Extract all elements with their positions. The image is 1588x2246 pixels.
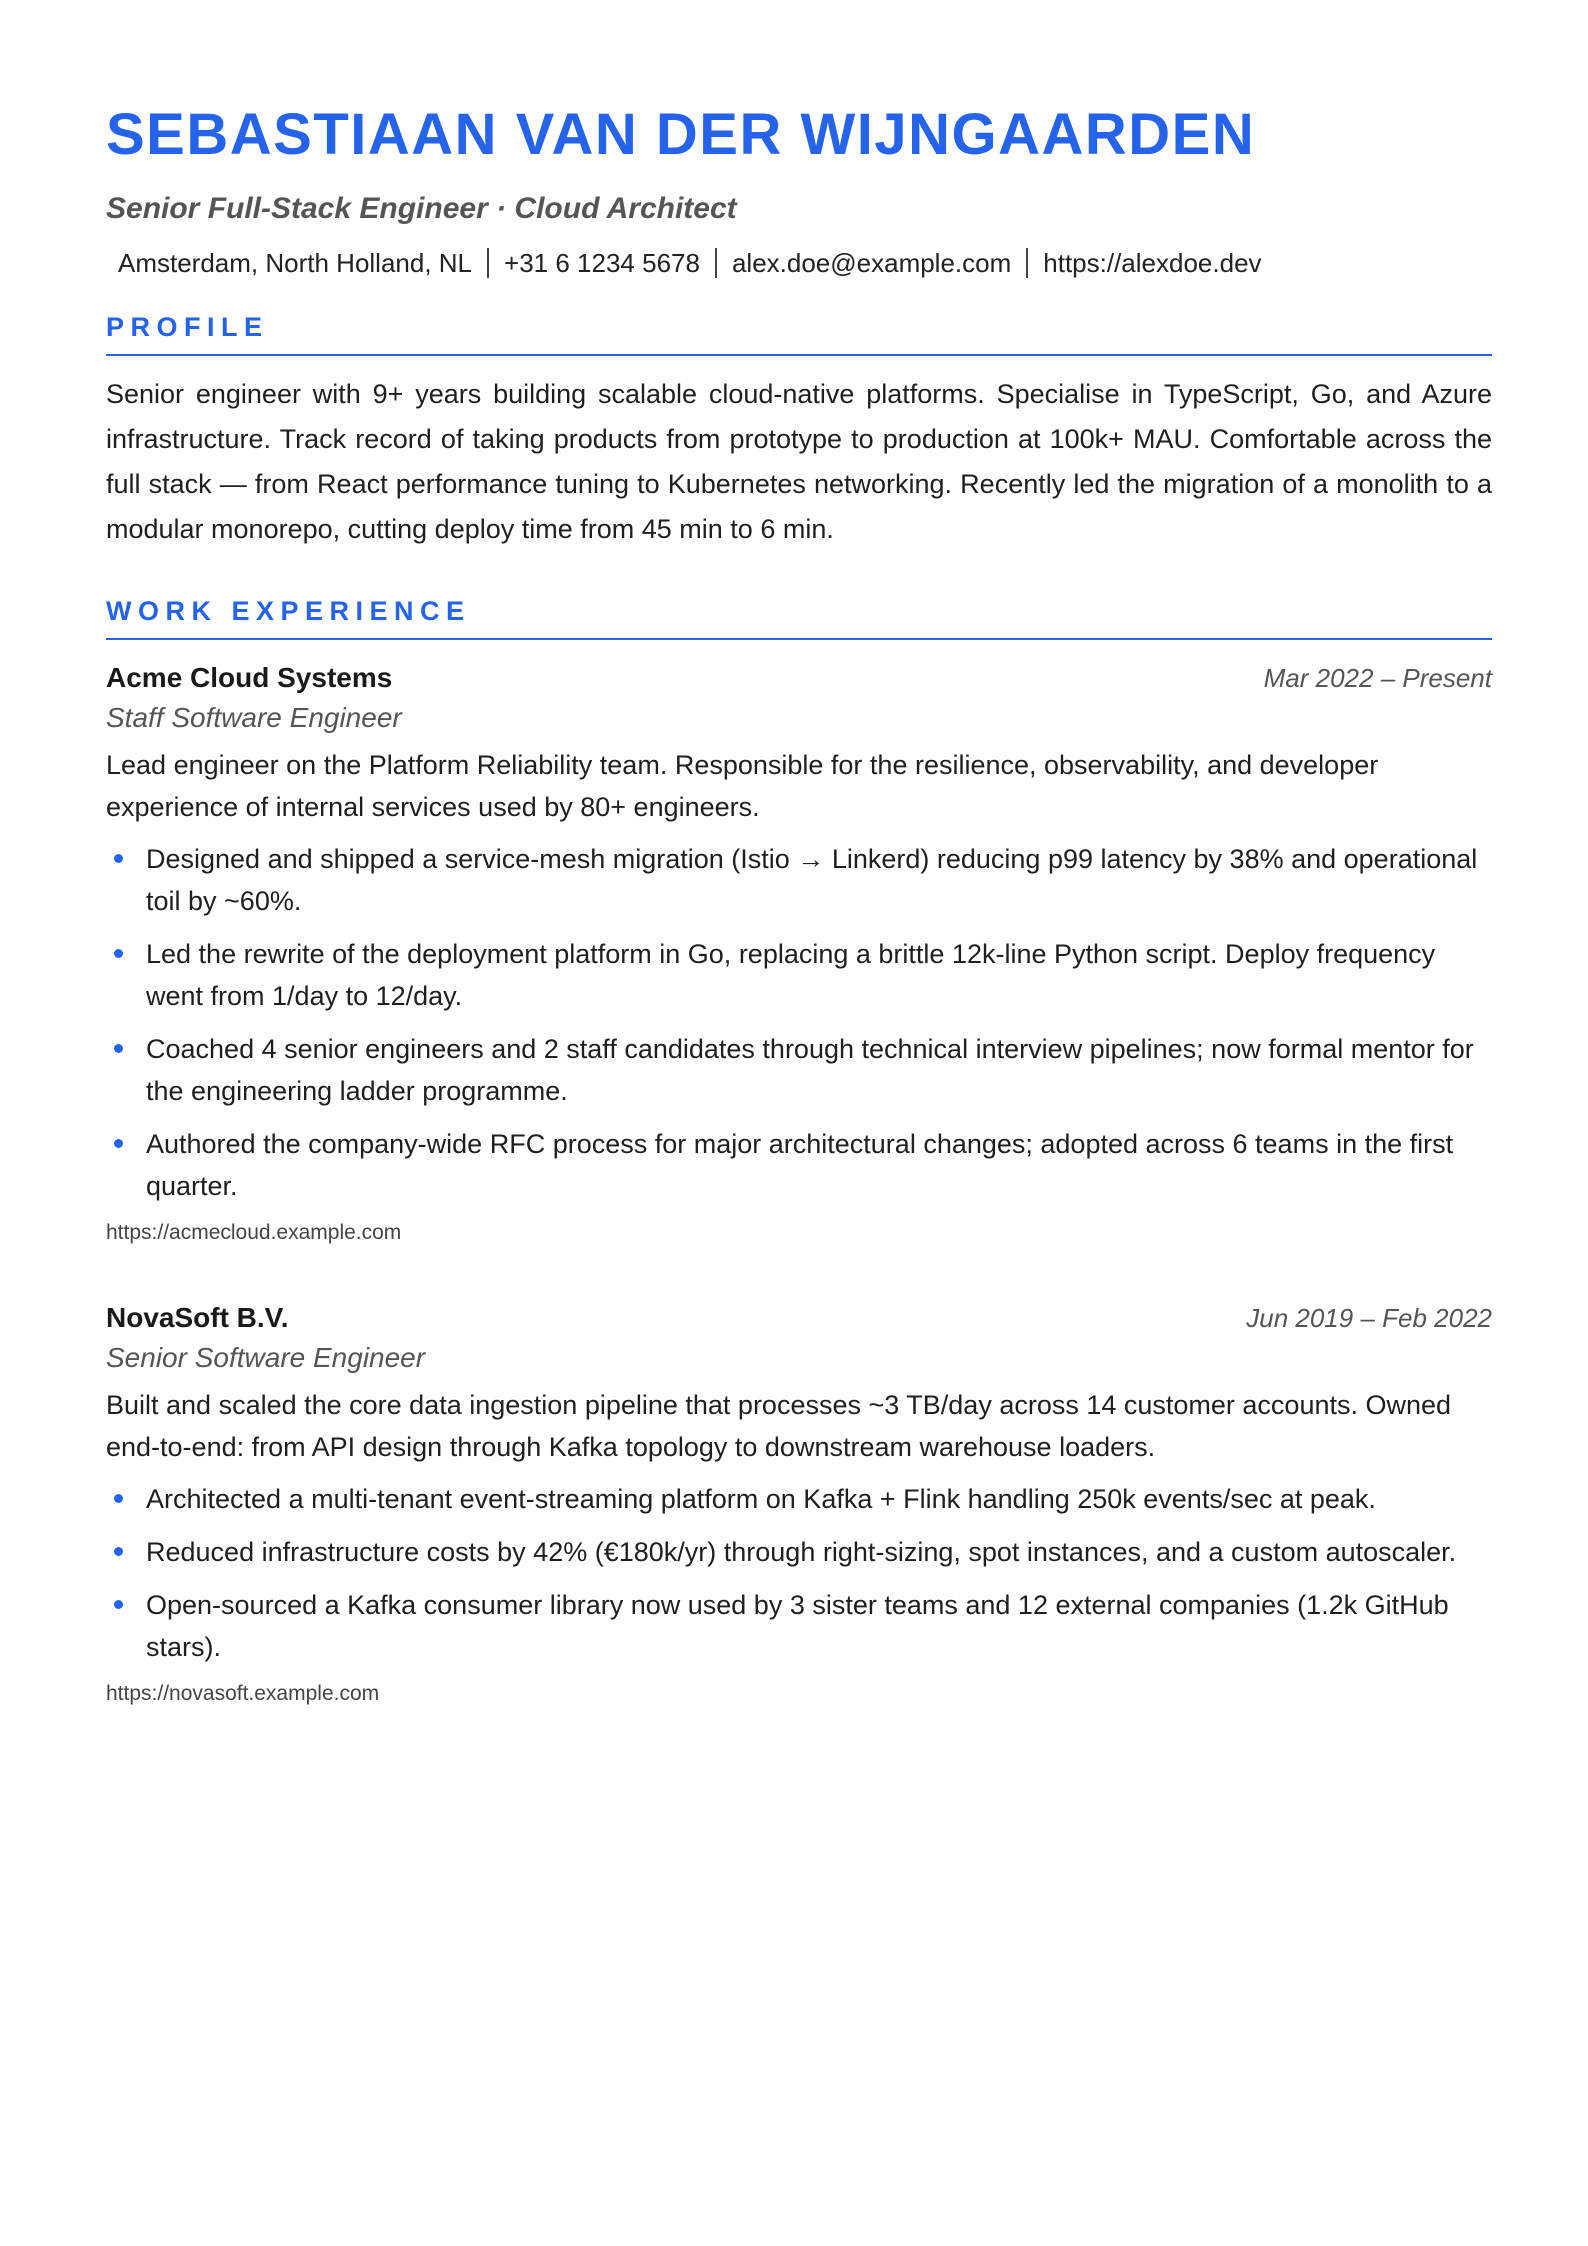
contact-phone: +31 6 1234 5678 bbox=[504, 248, 700, 278]
achievement-item bbox=[106, 933, 1492, 1017]
contact-website: https://alexdoe.dev bbox=[1043, 248, 1262, 278]
job-company: Acme Cloud Systems bbox=[106, 662, 393, 693]
contact-email: alex.doe@example.com bbox=[731, 248, 1012, 278]
job-role: Staff Software Engineer bbox=[106, 702, 402, 733]
bullet-dot-icon bbox=[114, 1044, 123, 1053]
contact-location: Amsterdam, North Holland, NL bbox=[118, 248, 473, 278]
achievement-item bbox=[106, 1584, 1492, 1668]
contact-separator bbox=[1026, 248, 1028, 278]
achievement-text: Authored the company-wide RFC process for major architectural changes; adopted across 6 teams in the first quarter. bbox=[146, 1129, 1454, 1201]
bullet-dot-icon bbox=[114, 1547, 123, 1556]
contact-separator bbox=[715, 248, 717, 278]
achievement-text: Reduced infrastructure costs by 42% (€180k/yr) through right-sizing, spot instances, and a custom autoscaler. bbox=[146, 1537, 1457, 1567]
resume-page bbox=[106, 96, 1492, 1709]
bullet-dot-icon bbox=[114, 1139, 123, 1148]
profile-heading: PROFILE bbox=[106, 310, 1492, 356]
achievement-item bbox=[106, 1531, 1492, 1573]
profile-text: Senior engineer with 9+ years building scalable cloud-native platforms. Specialise in TypeScript, Go, and Azure infrastructure. Track record of taking products from prototype to production at 100k+ MAU. Comfortable across the full stack — from React performance tuning to Kubernetes networking. Recently led the migration of a monolith to a modular monorepo, cutting deploy time from 45 min to 6 min. bbox=[106, 379, 1492, 544]
job-company: NovaSoft B.V. bbox=[106, 1302, 289, 1333]
bullet-dot-icon bbox=[114, 1600, 123, 1609]
job-dates: Jun 2019 – Feb 2022 bbox=[1246, 1303, 1492, 1333]
job-entry bbox=[106, 1298, 1492, 1709]
job-company-link[interactable]: https://novasoft.example.com bbox=[106, 1682, 380, 1705]
bullet-dot-icon bbox=[114, 1494, 123, 1503]
candidate-name: SEBASTIAAN VAN DER WIJNGAARDEN bbox=[106, 102, 1256, 167]
achievement-item bbox=[106, 1478, 1492, 1520]
job-achievements bbox=[106, 1478, 1492, 1668]
candidate-subtitle: Senior Full-Stack Engineer · Cloud Architect bbox=[106, 192, 737, 225]
contact-separator bbox=[487, 248, 489, 278]
bullet-dot-icon bbox=[114, 949, 123, 958]
job-company-link[interactable]: https://acmecloud.example.com bbox=[106, 1221, 402, 1244]
job-header bbox=[106, 658, 1492, 698]
achievement-text: Open-sourced a Kafka consumer library now used by 3 sister teams and 12 external companies (1.2k GitHub stars). bbox=[146, 1590, 1449, 1662]
achievement-text: Architected a multi-tenant event-streaming platform on Kafka + Flink handling 250k events/sec at peak. bbox=[146, 1484, 1376, 1514]
achievement-text: Coached 4 senior engineers and 2 staff candidates through technical interview pipelines; now formal mentor for the engineering ladder programme. bbox=[146, 1034, 1474, 1106]
contact-line bbox=[106, 246, 1492, 280]
work-experience-heading: WORK EXPERIENCE bbox=[106, 594, 1492, 640]
achievement-text: Designed and shipped a service-mesh migration (Istio → Linkerd) reducing p99 latency by 38% and operational toil by ~60%. bbox=[146, 844, 1478, 916]
achievement-text: Led the rewrite of the deployment platform in Go, replacing a brittle 12k-line Python script. Deploy frequency went from 1/day to 12/day. bbox=[146, 939, 1436, 1011]
job-achievements bbox=[106, 838, 1492, 1207]
achievement-item bbox=[106, 838, 1492, 922]
job-role: Senior Software Engineer bbox=[106, 1342, 426, 1373]
job-header bbox=[106, 1298, 1492, 1338]
achievement-item bbox=[106, 1123, 1492, 1207]
job-entry bbox=[106, 658, 1492, 1248]
bullet-dot-icon bbox=[114, 854, 123, 863]
work-experience-section bbox=[106, 594, 1492, 1709]
achievement-item bbox=[106, 1028, 1492, 1112]
job-description: Built and scaled the core data ingestion pipeline that processes ~3 TB/day across 14 customer accounts. Owned end-to-end: from API design through Kafka topology to downstream warehouse loaders. bbox=[106, 1390, 1452, 1462]
profile-section bbox=[106, 310, 1492, 552]
job-description: Lead engineer on the Platform Reliability team. Responsible for the resilience, observability, and developer experience of internal services used by 80+ engineers. bbox=[106, 750, 1379, 822]
job-dates: Mar 2022 – Present bbox=[1263, 663, 1492, 693]
